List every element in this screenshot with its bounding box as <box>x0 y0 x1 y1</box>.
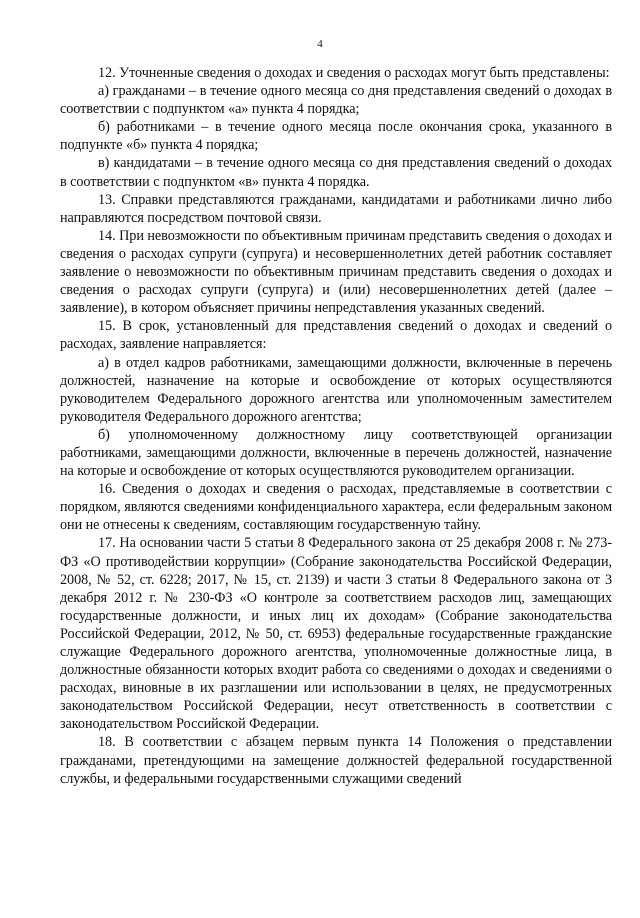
paragraph-12: 12. Уточненные сведения о доходах и сведения о расходах могут быть представлены: <box>98 65 610 81</box>
paragraph-12-b: б) работниками – в течение одного месяца после окончания срока, указанного в подпункте «б» пункта 4 порядка; <box>60 119 612 154</box>
paragraph-12-v: в) кандидатами – в течение одного месяца со дня представления сведений о доходах в соответствии с подпунктом «в» пункта 4 порядка. <box>60 155 612 190</box>
paragraph-13: 13. Справки представляются гражданами, кандидатами и работниками лично либо направляются посредством почтовой связи. <box>60 191 612 226</box>
paragraph-15: 15. В срок, установленный для представления сведений о доходах и сведений о расходах, заявление направляется: <box>60 318 612 353</box>
paragraph-15-b: б) уполномоченному должностному лицу соответствующей организации работниками, замещающими должности, включенные в перечень должностей, назначение на которые и освобождение от которых осуществляются руководителем организации. <box>60 426 612 480</box>
paragraph-12-a: а) гражданами – в течение одного месяца со дня представления сведений о доходах в соответствии с подпунктом «а» пункта 4 порядка; <box>60 83 612 118</box>
document-body <box>60 64 612 788</box>
paragraph-17: 17. На основании части 5 статьи 8 Федерального закона от 25 декабря 2008 г. № 273-ФЗ «О противодействии коррупции» (Собрание законодательства Российской Федерации, 2008, № 52, ст. 6228; 2017, № 15, ст. 2139) и части 3 статьи 8 Федерального закона от 3 декабря 2012 г. № 230-ФЗ «О контроле за соответствием расходов лиц, замещающих государственные должности, и иных лиц их доходам» (Собрание законодательства Российской Федерации, 2012, № 50, ст. 6953) федеральные государственные гражданские служащие Федерального дорожного агентства, уполномоченные должностные лица, в должностные обязанности которых входит работа со сведениями о доходах и сведениями о расходах, виновные в их разглашении или использовании в целях, не предусмотренных законодательством Российской Федерации, несут ответственность в соответствии с законодательством Российской Федерации. <box>60 535 612 733</box>
paragraph-15-a: а) в отдел кадров работниками, замещающими должности, включенные в перечень должностей, назначение на которые и освобождение от которых осуществляются руководителем Федерального дорожного агентства или уполномоченным заместителем руководителя Федерального дорожного агентства; <box>60 354 612 425</box>
page-number: 4 <box>317 38 323 50</box>
paragraph-18: 18. В соответствии с абзацем первым пункта 14 Положения о представлении гражданами, претендующими на замещение должностей федеральной государственной службы, и федеральными государственными служащими сведений <box>60 734 612 787</box>
paragraph-16: 16. Сведения о доходах и сведения о расходах, представляемые в соответствии с порядком, являются сведениями конфиденциального характера, если федеральным законом они не отнесены к сведениям, составляющим государственную тайну. <box>60 481 612 534</box>
paragraph-14: 14. При невозможности по объективным причинам представить сведения о доходах и сведения о расходах супруги (супруга) и несовершеннолетних детей работник составляет заявление о невозможности по объективным причинам представить сведения о доходах и сведения о расходах супруги (супруга) и (или) несовершеннолетних детей (далее – заявление), в котором объясняет причины непредставления указанных сведений. <box>60 227 613 317</box>
